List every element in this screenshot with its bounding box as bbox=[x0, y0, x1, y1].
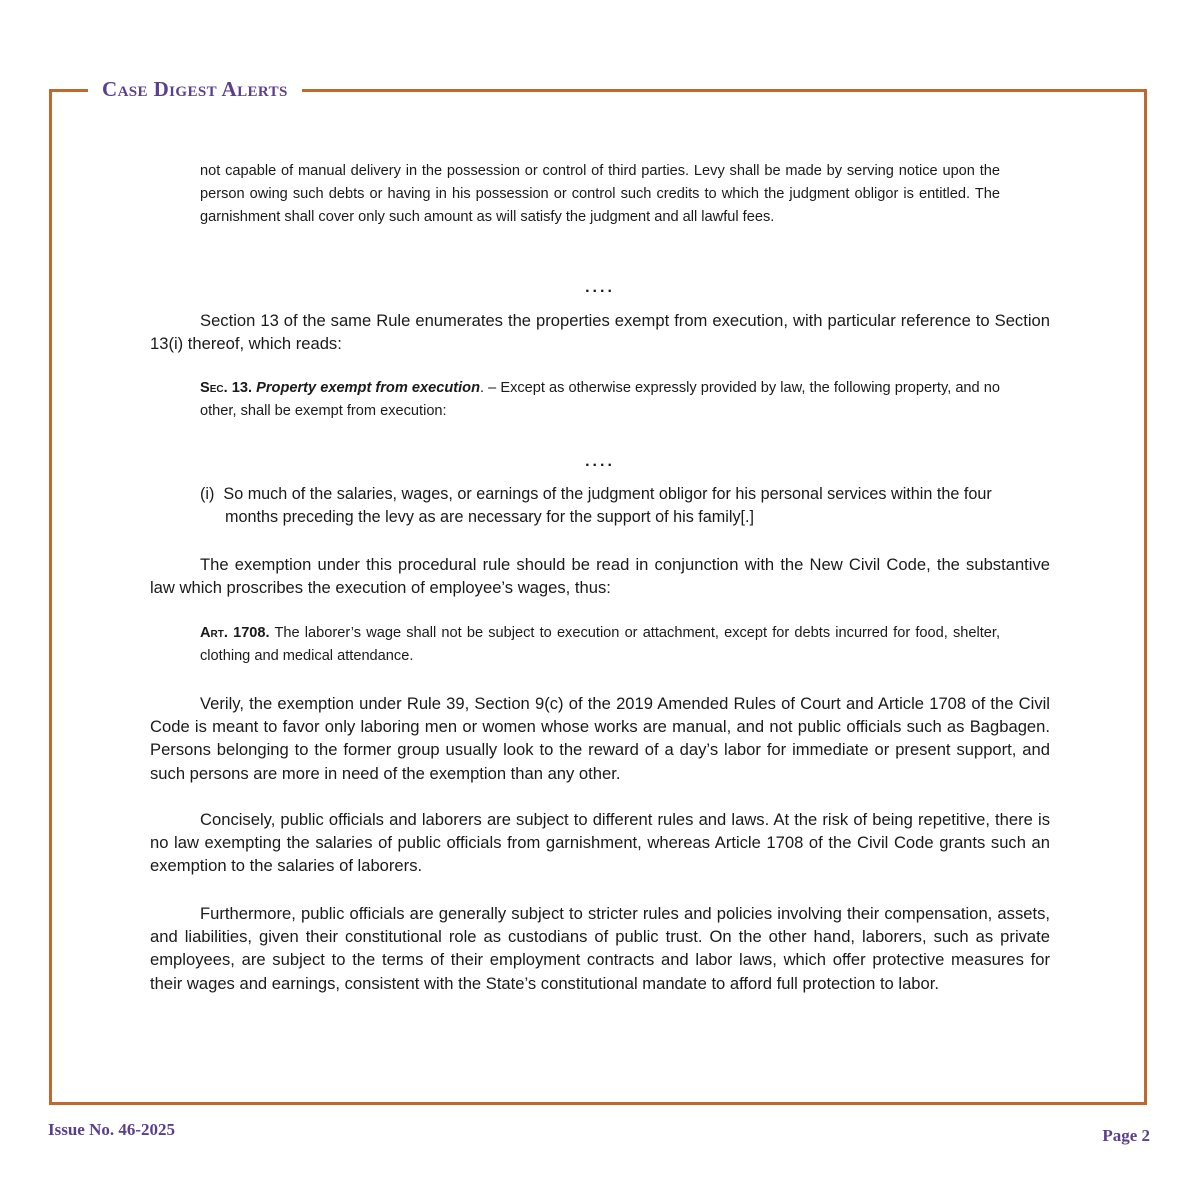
sec-13-title: Property exempt from execution bbox=[256, 380, 481, 396]
paragraph-exemption: The exemption under this procedural rule should be read in conjunction with the New Civil Code, the substantive law which proscribes the execution of employee’s wages, thus: bbox=[150, 555, 1050, 598]
paragraph-verily: Verily, the exemption under Rule 39, Section 9(c) of the 2019 Amended Rules of Court and Article 1708 of the Civil Code is meant to favor only laboring men or women whose works are manual, and not public officials such as Bagbagen. Persons belonging to the former group usually look to the reward of a day’s labor for immediate or present support, and such persons are more in need of the exemption than any other. bbox=[150, 694, 1050, 783]
page-number: Page 2 bbox=[1102, 1126, 1150, 1145]
item-i-marker: (i) bbox=[200, 485, 215, 503]
paragraph-concisely: Concisely, public officials and laborers are subject to different rules and laws. At the risk of being repetitive, there is no law exempting the salaries of public officials from garnishment, whereas Article 1708 of the Civil Code grants such an exemption to the salaries of laborers. bbox=[150, 810, 1050, 876]
list-item-i bbox=[200, 483, 1000, 529]
quote-sec-13 bbox=[200, 377, 1000, 423]
art-1708-label: Art. 1708. bbox=[200, 625, 270, 641]
issue-number: Issue No. 46-2025 bbox=[48, 1120, 176, 1139]
ellipsis-1: .... bbox=[585, 279, 615, 296]
quote-continuation: not capable of manual delivery in the possession or control of third parties. Levy shall be made by serving notice upon the person owing such debts or having in his possession or control such credits to which the judgment obligor is entitled. The garnishment shall cover only such amount as will satisfy the judgment and all lawful fees. bbox=[200, 163, 1000, 225]
paragraph-furthermore: Furthermore, public officials are generally subject to stricter rules and policies involving their compensation, assets, and liabilities, given their constitutional role as custodians of public trust. On the other hand, laborers, such as private employees, are subject to the terms of their employment contracts and labor laws, which offer protective measures for their wages and earnings, consistent with the State’s constitutional mandate to afford full protection to labor. bbox=[150, 904, 1050, 993]
sec-13-label: Sec. 13. bbox=[200, 380, 253, 396]
sec-13-text: . – Except as otherwise expressly provided by law, the following property, and no other, shall be exempt from execution: bbox=[200, 380, 1000, 419]
paragraph-section-13: Section 13 of the same Rule enumerates the properties exempt from execution, with particular reference to Section 13(i) thereof, which reads: bbox=[150, 311, 1050, 354]
header-title: Case Digest Alerts bbox=[88, 74, 302, 104]
quote-art-1708 bbox=[200, 622, 1000, 668]
art-1708-text: The laborer’s wage shall not be subject to execution or attachment, except for debts incurred for food, shelter, clothing and medical attendance. bbox=[200, 625, 1001, 664]
item-i-text: So much of the salaries, wages, or earnings of the judgment obligor for his personal services within the four months preceding the levy as are necessary for the support of his family[.] bbox=[223, 485, 992, 527]
ellipsis-2: .... bbox=[585, 453, 615, 470]
